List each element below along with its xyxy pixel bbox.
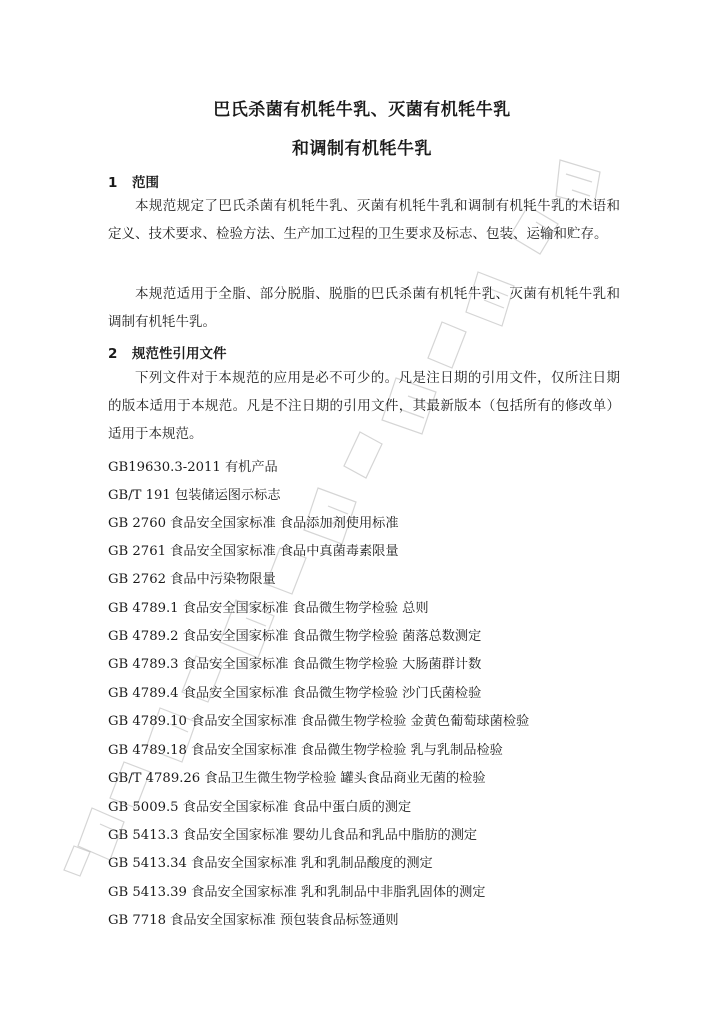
reference-item: GB/T 4789.26 食品卫生微生物学检验 罐头食品商业无菌的检验: [108, 771, 486, 786]
paragraph-references-intro: 下列文件对于本规范的应用是必不可少的。凡是注日期的引用文件，仅所注日期的版本适用于本规范。凡是不注日期的引用文件，其最新版本（包括所有的修改单）适用于本规范。: [108, 370, 620, 442]
reference-item: GB 7718 食品安全国家标准 预包装食品标签通则: [108, 913, 399, 928]
reference-item: GB 5413.39 食品安全国家标准 乳和乳制品中非脂乳固体的测定: [108, 885, 486, 900]
reference-item: GB 4789.4 食品安全国家标准 食品微生物学检验 沙门氏菌检验: [108, 686, 482, 701]
reference-item: GB 2761 食品安全国家标准 食品中真菌毒素限量: [108, 544, 399, 559]
reference-item: GB 4789.18 食品安全国家标准 食品微生物学检验 乳与乳制品检验: [108, 743, 503, 758]
reference-item: GB/T 191 包装储运图示标志: [108, 488, 281, 503]
reference-item: GB 4789.1 食品安全国家标准 食品微生物学检验 总则: [108, 601, 429, 616]
reference-item: GB 5413.34 食品安全国家标准 乳和乳制品酸度的测定: [108, 856, 433, 871]
document-title-line2: 和调制有机牦牛乳: [292, 139, 432, 159]
reference-item: GB 2762 食品中污染物限量: [108, 572, 276, 587]
section-number: 1: [108, 175, 118, 191]
paragraph-scope-2: 本规范适用于全脂、部分脱脂、脱脂的巴氏杀菌有机牦牛乳、灭菌有机牦牛乳和调制有机牦牛乳。: [108, 286, 620, 330]
reference-item: GB 2760 食品安全国家标准 食品添加剂使用标准: [108, 516, 399, 531]
reference-item: GB 4789.2 食品安全国家标准 食品微生物学检验 菌落总数测定: [108, 629, 482, 644]
section-title: 范围: [132, 175, 159, 191]
section-number: 2: [108, 346, 118, 362]
reference-item: GB 4789.3 食品安全国家标准 食品微生物学检验 大肠菌群计数: [108, 657, 482, 672]
document-title-line1: 巴氏杀菌有机牦牛乳、灭菌有机牦牛乳: [213, 100, 511, 120]
reference-item: GB 5413.3 食品安全国家标准 婴幼儿食品和乳品中脂肪的测定: [108, 828, 478, 843]
section-heading-scope: [108, 171, 159, 191]
section-heading-normative-references: [108, 342, 227, 362]
reference-item: GB 4789.10 食品安全国家标准 食品微生物学检验 金黄色葡萄球菌检验: [108, 714, 530, 729]
section-title: 规范性引用文件: [132, 346, 227, 362]
reference-item: GB 5009.5 食品安全国家标准 食品中蛋白质的测定: [108, 800, 412, 815]
reference-item: GB19630.3-2011 有机产品: [108, 460, 278, 475]
paragraph-scope-1: 本规范规定了巴氏杀菌有机牦牛乳、灭菌有机牦牛乳和调制有机牦牛乳的术语和定义、技术要求、检验方法、生产加工过程的卫生要求及标志、包装、运输和贮存。: [108, 198, 620, 242]
